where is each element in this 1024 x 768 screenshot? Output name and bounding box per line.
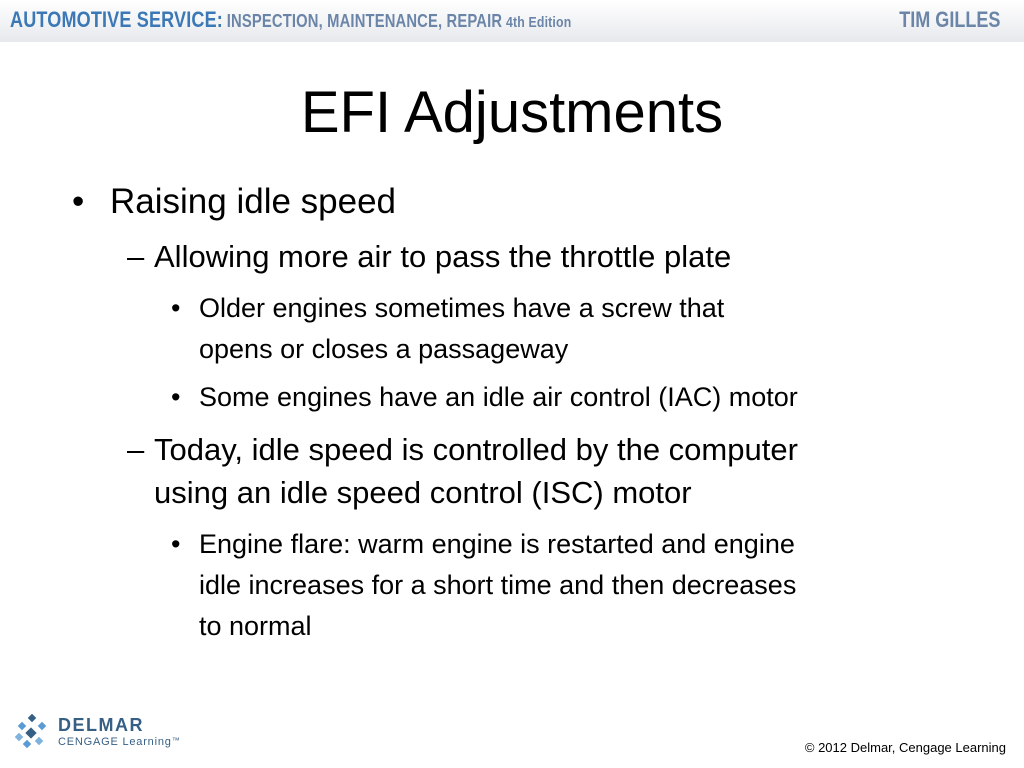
- book-edition: 4th Edition: [506, 14, 572, 31]
- bullet-text-line: idle increases for a short time and then decreases: [199, 570, 797, 600]
- book-title-sub: INSPECTION, MAINTENANCE, REPAIR: [226, 11, 503, 31]
- bullet-marker: •: [72, 182, 85, 221]
- logo-tagline: [58, 736, 181, 748]
- book-title-main: AUTOMOTIVE SERVICE:: [10, 7, 223, 32]
- delmar-logo-icon: [14, 714, 50, 750]
- copyright-notice: © 2012 Delmar, Cengage Learning: [804, 740, 1006, 755]
- bullet-text-line: opens or closes a passageway: [199, 334, 569, 364]
- bullet-marker: •: [171, 382, 181, 412]
- slide-title: EFI Adjustments: [300, 80, 724, 145]
- bullet-text: Some engines have an idle air control (IAC) motor: [199, 382, 798, 412]
- bullet-marker: •: [171, 529, 181, 559]
- bullet-text: Raising idle speed: [110, 182, 397, 221]
- author-name: TIM GILLES: [898, 7, 1000, 32]
- dash-marker: –: [127, 239, 145, 274]
- bullet-text-line: using an idle speed control (ISC) motor: [154, 475, 692, 510]
- dash-marker: –: [127, 432, 145, 467]
- logo-tagline-text: CENGAGE Learning: [58, 736, 172, 748]
- bullet-text-line: Engine flare: warm engine is restarted and engine: [199, 529, 795, 559]
- bullet-text-line: Today, idle speed is controlled by the computer: [154, 432, 798, 467]
- logo-trademark: ™: [171, 736, 181, 745]
- bullet-marker: •: [171, 293, 181, 323]
- publisher-logo: [14, 714, 194, 754]
- bullet-text-line: to normal: [199, 611, 312, 641]
- logo-name: DELMAR: [58, 715, 144, 735]
- bullet-text: Allowing more air to pass the throttle plate: [154, 239, 732, 274]
- bullet-text-line: Older engines sometimes have a screw that: [199, 293, 725, 323]
